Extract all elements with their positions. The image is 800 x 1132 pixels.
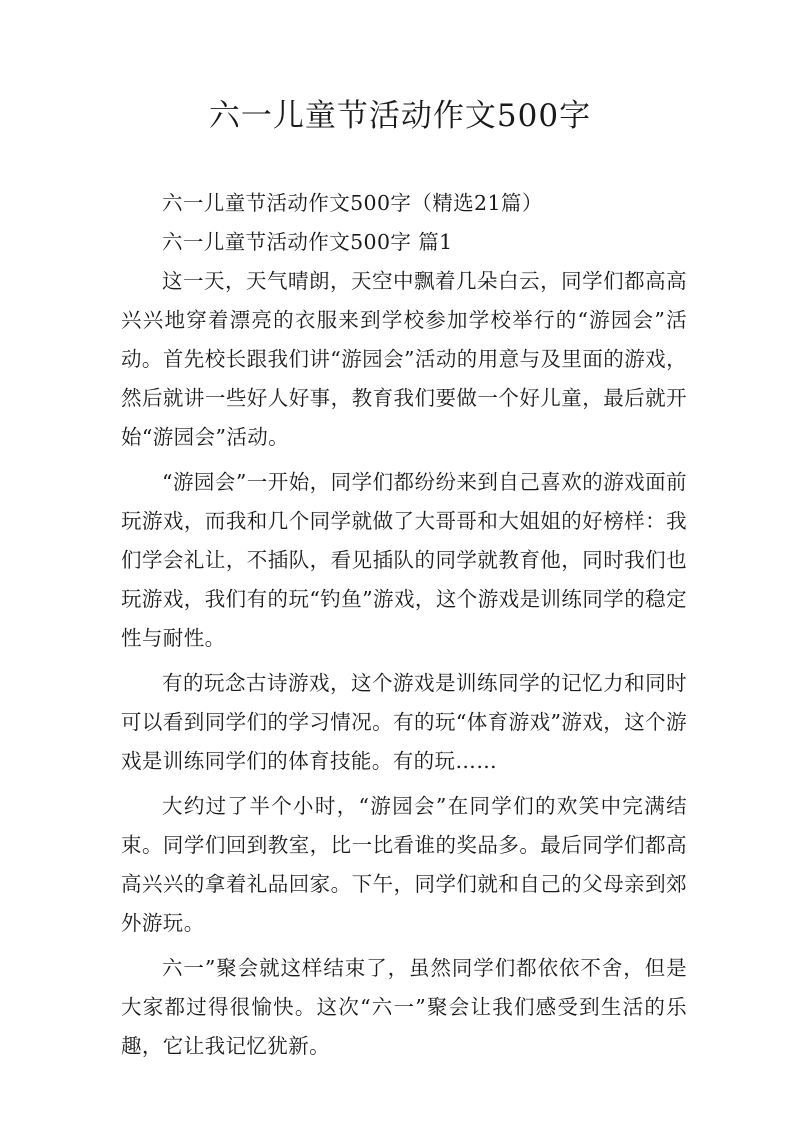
paragraph-2: “游园会”一开始，同学们都纷纷来到自己喜欢的游戏面前玩游戏，而我和几个同学就做了大哥哥和大姐姐的好榜样：我们学会礼让，不插队，看见插队的同学就教育他，同时我们也玩游戏，我们有的玩“钓鱼”游戏，这个游戏是训练同学的稳定性与耐性。 — [121, 470, 687, 650]
document-body — [121, 184, 687, 1066]
paragraph-4: 大约过了半个小时，“游园会”在同学们的欢笑中完满结束。同学们回到教室，比一比看谁的奖品多。最后同学们都高高兴兴的拿着礼品回家。下午，同学们就和自己的父母亲到郊外游玩。 — [121, 794, 687, 935]
paragraph-section-heading: 六一儿童节活动作文500字 篇1 — [162, 230, 453, 254]
paragraph-1: 这一天，天气晴朗，天空中飘着几朵白云，同学们都高高兴兴地穿着漂亮的衣服来到学校参加学校举行的“游园会”活动。首先校长跟我们讲“游园会”活动的用意与及里面的游戏，然后就讲一些好人好事，教育我们要做一个好儿童，最后就开始“游园会”活动。 — [121, 269, 687, 449]
paragraph-5: 六一”聚会就这样结束了，虽然同学们都依依不舍，但是大家都过得很愉快。这次“六一”聚会让我们感受到生活的乐趣，它让我记忆犹新。 — [121, 956, 687, 1058]
document-title: 六一儿童节活动作文500字 — [208, 98, 592, 134]
paragraph-subtitle: 六一儿童节活动作文500字（精选21篇） — [162, 191, 543, 215]
paragraph-3: 有的玩念古诗游戏，这个游戏是训练同学的记忆力和同时可以看到同学们的学习情况。有的玩“体育游戏”游戏，这个游戏是训练同学们的体育技能。有的玩…… — [121, 671, 687, 773]
